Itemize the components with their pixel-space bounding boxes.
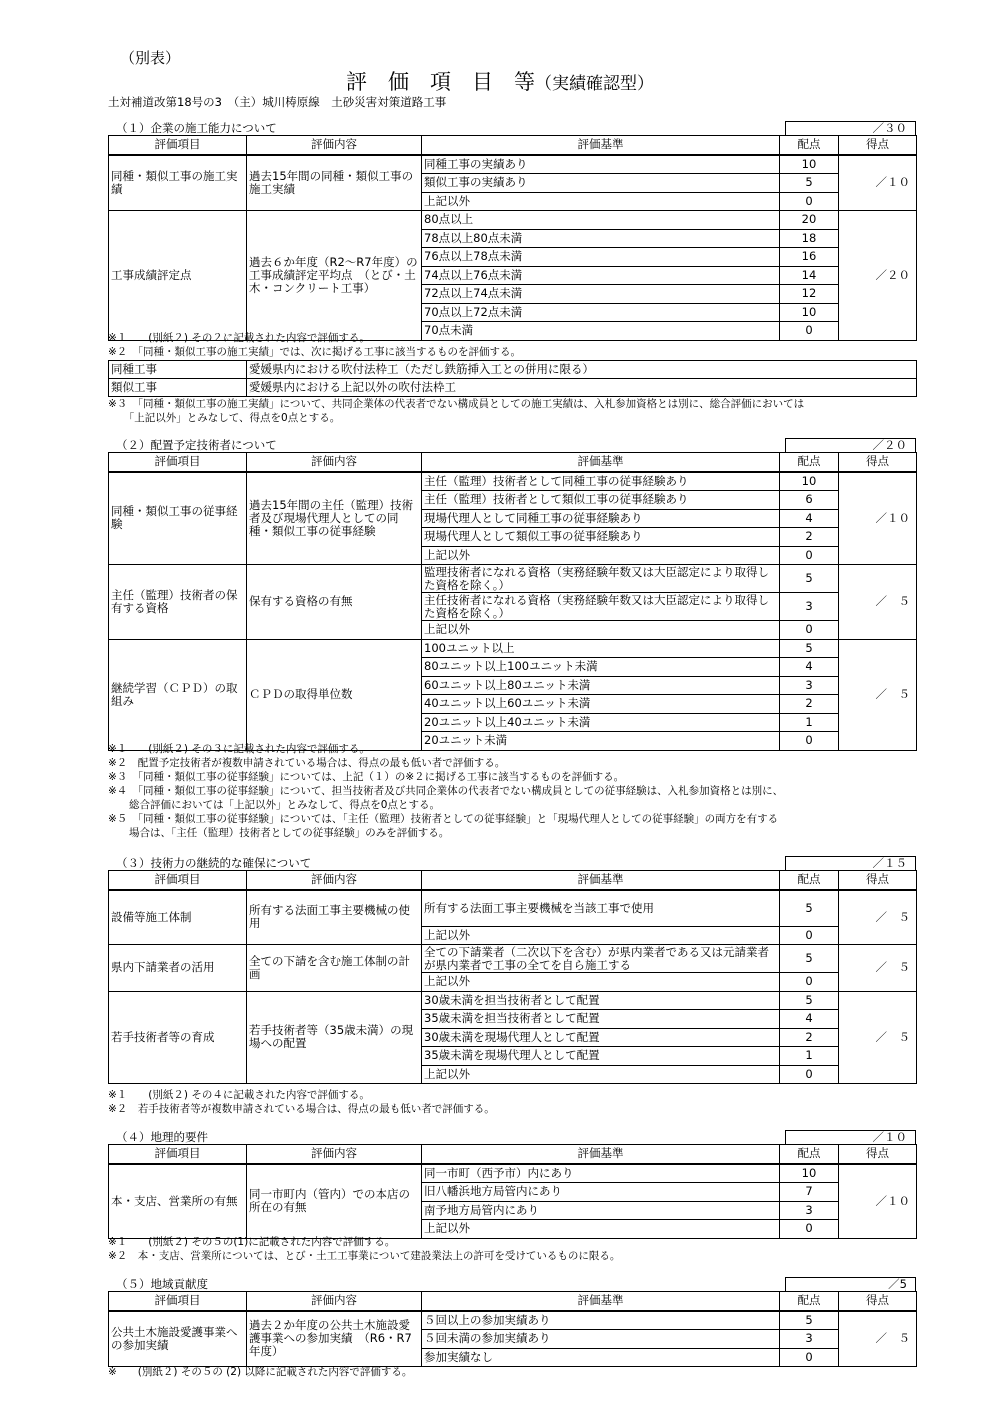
section-regional-contribution [108, 1277, 916, 1387]
criteria-text: 監理技術者になれる資格（実務経験年数又は大臣認定により取得した資格を除く。） [422, 565, 780, 593]
item-score: ／１０ [839, 155, 917, 211]
title-main: 評 価 項 目 等 [346, 70, 535, 94]
title-suffix: （実績確認型） [535, 74, 654, 94]
criteria-points: 0 [780, 192, 839, 211]
header-points: 配点 [780, 871, 839, 890]
criteria-points: 20 [780, 211, 839, 230]
criteria-points: 5 [780, 174, 839, 193]
project-name: 土対補道改第18号の3 （主）城川梼原線 土砂災害対策道路工事 [108, 95, 447, 109]
criteria-points: 1 [780, 1047, 839, 1066]
evaluation-content: 全ての下請を含む施工体制の計画 [247, 945, 422, 992]
criteria-text: 全ての下請業者（二次以下を含む）が県内業者である又は元請業者が県内業者で工事の全てを自ら施工する [422, 945, 780, 973]
evaluation-table [108, 452, 917, 751]
evaluation-item: 主任（監理）技術者の保有する資格 [109, 565, 247, 640]
header-row [109, 871, 917, 890]
criteria-text: 80点以上 [422, 211, 780, 230]
evaluation-content: 過去15年間の同種・類似工事の施工実績 [247, 155, 422, 211]
criteria-points: 14 [780, 266, 839, 285]
notes [108, 331, 521, 359]
criteria-text: 所有する法面工事主要機械を当該工事で使用 [422, 890, 780, 927]
evaluation-item: 同種・類似工事の施工実績 [109, 155, 247, 211]
item-score: ／ ５ [839, 565, 917, 640]
criteria-points: 5 [780, 639, 839, 658]
section-title: （２）配置予定技術者について [116, 438, 277, 452]
criteria-text: 主任（監理）技術者として類似工事の従事経験あり [422, 491, 780, 510]
item-score: ／ ５ [839, 639, 917, 750]
note-line: ※２ 本・支店、営業所については、とび・土工工事業について建設業法上の許可を受けているものに限る。 [108, 1250, 621, 1262]
criteria-text: 20ユニット未満 [422, 732, 780, 751]
evaluation-item: 設備等施工体制 [109, 890, 247, 945]
note-line: ※１ (別紙２) その４に記載された内容で評価する。 [108, 1089, 370, 1101]
section-construction-capability [108, 121, 916, 424]
section-title: （５）地域貢献度 [116, 1277, 208, 1291]
criteria-points: 4 [780, 1010, 839, 1029]
section-title: （１）企業の施工能力について [116, 121, 277, 135]
criteria-points: 2 [780, 1028, 839, 1047]
item-score: ／２０ [839, 211, 917, 341]
definition-label: 同種工事 [109, 361, 247, 379]
notes [108, 1088, 495, 1116]
criteria-row [109, 991, 917, 1010]
criteria-text: 80ユニット以上100ユニット未満 [422, 658, 780, 677]
criteria-row [109, 1311, 917, 1330]
criteria-text: ５回未満の参加実績あり [422, 1330, 780, 1349]
criteria-text: 現場代理人として類似工事の従事経験あり [422, 528, 780, 547]
evaluation-item: 工事成績評定点 [109, 211, 247, 341]
criteria-text: 74点以上76点未満 [422, 266, 780, 285]
notes [108, 1365, 412, 1379]
header-points: 配点 [780, 136, 839, 155]
criteria-text: 上記以外 [422, 973, 780, 992]
note-line: ※２ 若手技術者等が複数申請されている場合は、得点の最も低い者で評価する。 [108, 1103, 495, 1115]
criteria-text: 主任技術者になれる資格（実務経験年数又は大臣認定により取得した資格を除く。） [422, 593, 780, 621]
criteria-text: 40ユニット以上60ユニット未満 [422, 695, 780, 714]
header-content: 評価内容 [247, 1292, 422, 1311]
definition-label: 類似工事 [109, 379, 247, 397]
criteria-points: 5 [780, 890, 839, 927]
evaluation-table [108, 870, 917, 1084]
criteria-text: 主任（監理）技術者として同種工事の従事経験あり [422, 472, 780, 491]
note-line: ※５ 「同種・類似工事の従事経験」については、「主任（監理）技術者としての従事経験」と「現場代理人としての従事経験」の両方を有する [108, 813, 779, 825]
header-score: 得点 [839, 136, 917, 155]
item-score: ／１０ [839, 472, 917, 565]
header-score: 得点 [839, 1292, 917, 1311]
note-line: ※３ 「同種・類似工事の施工実績」について、共同企業体の代表者でない構成員としての施工実績は、入札参加資格とは別に、総合評価においては [108, 398, 805, 410]
header-item: 評価項目 [109, 1292, 247, 1311]
header-item: 評価項目 [109, 136, 247, 155]
item-score: ／ ５ [839, 945, 917, 992]
criteria-points: 10 [780, 303, 839, 322]
criteria-points: 7 [780, 1183, 839, 1202]
criteria-points: 10 [780, 472, 839, 491]
criteria-text: 上記以外 [422, 621, 780, 640]
criteria-text: 30歳未満を現場代理人として配置 [422, 1028, 780, 1047]
criteria-points: 5 [780, 945, 839, 973]
note-line: 場合は、「主任（監理）技術者としての従事経験」のみを評価する。 [108, 827, 450, 839]
definition-text: 愛媛県内における吹付法枠工（ただし鉄筋挿入工との併用に限る） [247, 361, 917, 379]
note-line: ※４ 「同種・類似工事の従事経験」について、担当技術者及び共同企業体の代表者でない構成員としての従事経験は、入札参加資格とは別に、 [108, 785, 784, 797]
notes [108, 742, 783, 840]
header-content: 評価内容 [247, 871, 422, 890]
item-score: ／ ５ [839, 1311, 917, 1367]
evaluation-item: 本・支店、営業所の有無 [109, 1164, 247, 1239]
criteria-row [109, 565, 917, 593]
criteria-points: 5 [780, 1311, 839, 1330]
evaluation-item: 若手技術者等の育成 [109, 991, 247, 1084]
page-title [0, 66, 1000, 96]
note-line: 「上記以外」とみなして、得点を0点とする。 [108, 412, 341, 424]
criteria-points: 12 [780, 285, 839, 304]
criteria-text: 上記以外 [422, 926, 780, 945]
criteria-text: ５回以上の参加実績あり [422, 1311, 780, 1330]
section-geographic-requirements [108, 1130, 916, 1270]
notes [108, 397, 804, 425]
definition-row [109, 361, 917, 379]
section-total: ／5 [785, 1277, 916, 1291]
header-criteria: 評価基準 [422, 1292, 780, 1311]
evaluation-item: 公共土木施設愛護事業への参加実績 [109, 1311, 247, 1367]
evaluation-content: ＣＰＤの取得単位数 [247, 639, 422, 750]
header-row [109, 1292, 917, 1311]
criteria-points: 3 [780, 593, 839, 621]
criteria-row [109, 211, 917, 230]
criteria-points: 0 [780, 621, 839, 640]
criteria-points: 4 [780, 509, 839, 528]
header-score: 得点 [839, 1145, 917, 1164]
evaluation-content: 過去15年間の主任（監理）技術者及び現場代理人としての同種・類似工事の従事経験 [247, 472, 422, 565]
criteria-text: 現場代理人として同種工事の従事経験あり [422, 509, 780, 528]
criteria-text: 78点以上80点未満 [422, 229, 780, 248]
criteria-points: 0 [780, 1065, 839, 1084]
evaluation-content: 若手技術者等（35歳未満）の現場への配置 [247, 991, 422, 1084]
criteria-text: 76点以上78点未満 [422, 248, 780, 267]
section-assigned-engineers [108, 438, 916, 848]
header-score: 得点 [839, 453, 917, 472]
criteria-points: 2 [780, 528, 839, 547]
work-definition-table [108, 360, 917, 397]
header-criteria: 評価基準 [422, 453, 780, 472]
evaluation-content: 過去６か年度（R2～R7年度）の工事成績評定平均点 （とび・土木・コンクリート工事） [247, 211, 422, 341]
criteria-row [109, 890, 917, 927]
criteria-text: 70点以上72点未満 [422, 303, 780, 322]
header-criteria: 評価基準 [422, 1145, 780, 1164]
criteria-points: 3 [780, 676, 839, 695]
note-line: ※１ (別紙２) その３に記載された内容で評価する。 [108, 743, 370, 755]
note-line: ※３ 「同種・類似工事の従事経験」については、上記（１）の※２に掲げる工事に該当するものを評価する。 [108, 771, 625, 783]
criteria-points: 0 [780, 926, 839, 945]
header-score: 得点 [839, 871, 917, 890]
criteria-points: 0 [780, 322, 839, 341]
evaluation-content: 過去２か年度の公共土木施設愛護事業への参加実績 （R6・R7年度） [247, 1311, 422, 1367]
definition-row [109, 379, 917, 397]
criteria-points: 0 [780, 1220, 839, 1239]
note-line: ※ (別紙２) その５の (2) 以降に記載された内容で評価する。 [108, 1366, 413, 1378]
criteria-points: 5 [780, 565, 839, 593]
header-row [109, 136, 917, 155]
note-line: ※２ 「同種・類似工事の施工実績」では、次に掲げる工事に該当するものを評価する。 [108, 346, 522, 358]
criteria-text: 同一市町（西予市）内にあり [422, 1164, 780, 1183]
criteria-text: 同種工事の実績あり [422, 155, 780, 174]
criteria-points: 0 [780, 973, 839, 992]
criteria-text: 旧八幡浜地方局管内にあり [422, 1183, 780, 1202]
item-score: ／１０ [839, 1164, 917, 1239]
section-technical-capability [108, 856, 916, 1116]
note-line: 総合評価においては「上記以外」とみなして、得点を0点とする。 [108, 799, 440, 811]
header-item: 評価項目 [109, 453, 247, 472]
criteria-points: 2 [780, 695, 839, 714]
criteria-points: 1 [780, 713, 839, 732]
attachment-label: （別表） [120, 49, 181, 67]
section-total: ／１５ [785, 856, 916, 870]
criteria-text: 100ユニット以上 [422, 639, 780, 658]
evaluation-table [108, 1144, 917, 1239]
criteria-points: 0 [780, 546, 839, 565]
criteria-text: 20ユニット以上40ユニット未満 [422, 713, 780, 732]
section-total: ／３０ [785, 121, 916, 135]
note-line: ※２ 配置予定技術者が複数申請されている場合は、得点の最も低い者で評価する。 [108, 757, 506, 769]
evaluation-content: 同一市町内（管内）での本店の所在の有無 [247, 1164, 422, 1239]
header-row [109, 453, 917, 472]
evaluation-content: 保有する資格の有無 [247, 565, 422, 640]
criteria-points: 0 [780, 1348, 839, 1367]
note-line: ※１ (別紙２) その２に記載された内容で評価する。 [108, 332, 370, 344]
criteria-points: 3 [780, 1201, 839, 1220]
criteria-points: 10 [780, 1164, 839, 1183]
header-row [109, 1145, 917, 1164]
item-score: ／ ５ [839, 890, 917, 945]
criteria-row [109, 155, 917, 174]
evaluation-item: 同種・類似工事の従事経験 [109, 472, 247, 565]
section-title: （４）地理的要件 [116, 1130, 208, 1144]
evaluation-table [108, 1291, 917, 1367]
header-content: 評価内容 [247, 136, 422, 155]
criteria-points: 4 [780, 658, 839, 677]
criteria-row [109, 639, 917, 658]
item-score: ／ ５ [839, 991, 917, 1084]
criteria-text: 参加実績なし [422, 1348, 780, 1367]
criteria-row [109, 1164, 917, 1183]
criteria-points: 18 [780, 229, 839, 248]
criteria-text: 上記以外 [422, 1065, 780, 1084]
criteria-points: 0 [780, 732, 839, 751]
criteria-text: 60ユニット以上80ユニット未満 [422, 676, 780, 695]
criteria-row [109, 945, 917, 973]
criteria-points: 16 [780, 248, 839, 267]
header-item: 評価項目 [109, 871, 247, 890]
evaluation-item: 県内下請業者の活用 [109, 945, 247, 992]
header-criteria: 評価基準 [422, 136, 780, 155]
header-content: 評価内容 [247, 1145, 422, 1164]
criteria-text: 35歳未満を担当技術者として配置 [422, 1010, 780, 1029]
section-total: ／１０ [785, 1130, 916, 1144]
evaluation-table [108, 135, 917, 341]
header-points: 配点 [780, 453, 839, 472]
criteria-text: 70点未満 [422, 322, 780, 341]
criteria-text: 類似工事の実績あり [422, 174, 780, 193]
header-points: 配点 [780, 1145, 839, 1164]
section-total: ／２０ [785, 438, 916, 452]
evaluation-item: 継続学習（ＣＰＤ）の取組み [109, 639, 247, 750]
criteria-row [109, 472, 917, 491]
header-content: 評価内容 [247, 453, 422, 472]
criteria-points: 5 [780, 991, 839, 1010]
note-line: ※１ (別紙２) その５の(1)に記載された内容で評価する。 [108, 1236, 396, 1248]
criteria-points: 10 [780, 155, 839, 174]
criteria-points: 3 [780, 1330, 839, 1349]
criteria-text: 30歳未満を担当技術者として配置 [422, 991, 780, 1010]
criteria-text: 上記以外 [422, 192, 780, 211]
header-criteria: 評価基準 [422, 871, 780, 890]
criteria-text: 上記以外 [422, 1220, 780, 1239]
criteria-text: 上記以外 [422, 546, 780, 565]
section-title: （３）技術力の継続的な確保について [116, 856, 312, 870]
criteria-text: 72点以上74点未満 [422, 285, 780, 304]
header-points: 配点 [780, 1292, 839, 1311]
criteria-text: 35歳未満を現場代理人として配置 [422, 1047, 780, 1066]
definition-text: 愛媛県内における上記以外の吹付法枠工 [247, 379, 917, 397]
criteria-points: 6 [780, 491, 839, 510]
header-item: 評価項目 [109, 1145, 247, 1164]
evaluation-content: 所有する法面工事主要機械の使用 [247, 890, 422, 945]
notes [108, 1235, 620, 1263]
criteria-text: 南予地方局管内にあり [422, 1201, 780, 1220]
